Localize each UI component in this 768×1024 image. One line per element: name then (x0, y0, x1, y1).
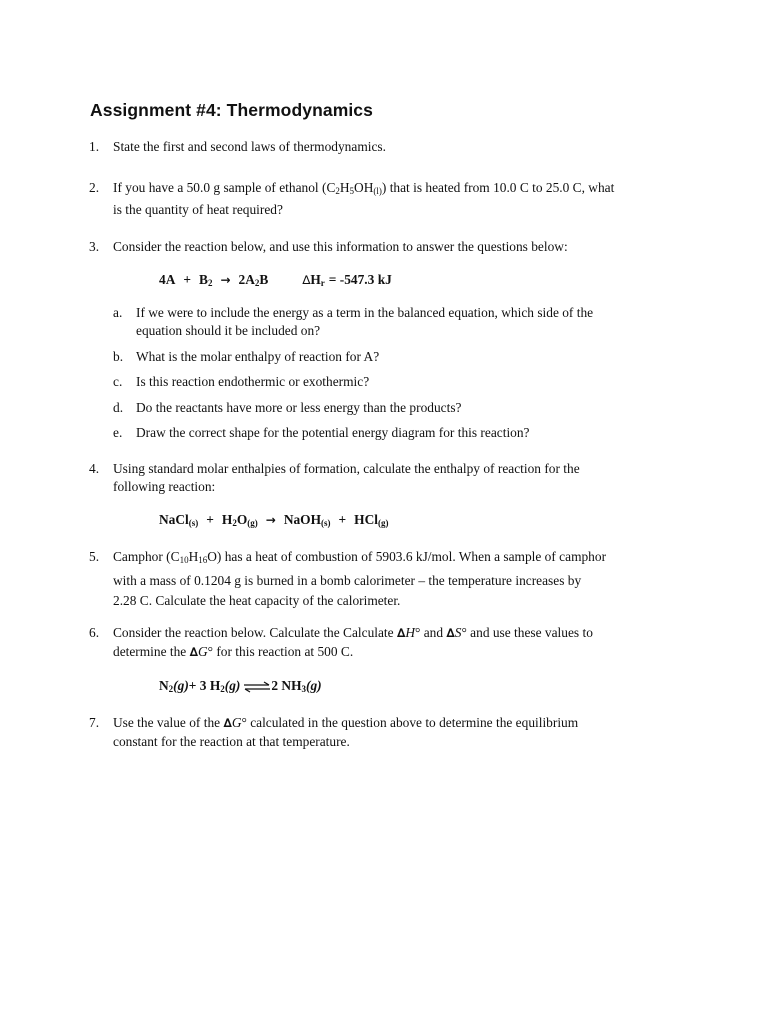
question-text-line (113, 547, 669, 571)
reaction-equation-1 (159, 272, 392, 288)
gibbs-symbol: G (197, 643, 208, 659)
reactant: O (236, 512, 248, 527)
question-number: 5. (89, 549, 100, 564)
text-run: calculated in the question above to determine the equilibrium (246, 715, 579, 730)
text-run: If you have a 50.0 g sample of ethanol (C (113, 180, 336, 195)
degree-symbol: ° (461, 625, 467, 640)
text-run: Consider the reaction below. Calculate the Calculate (113, 625, 397, 640)
subscript: 2 (335, 186, 340, 196)
subscript: 2 (254, 278, 260, 288)
question-number: 7. (89, 715, 100, 730)
part-text-line: Is this reaction endothermic or exothermic? (136, 374, 370, 389)
part-text-line: What is the molar enthalpy of reaction for A? (136, 349, 380, 364)
reaction-equation-2 (159, 512, 388, 528)
question-text-line: following reaction: (113, 478, 216, 494)
product: HCl (354, 512, 378, 527)
part-text-line: Draw the correct shape for the potential energy diagram for this reaction? (136, 425, 530, 440)
question-text-line: 2.28 C. Calculate the heat capacity of the calorimeter. (113, 593, 401, 608)
question-text-line (113, 714, 669, 733)
question-number: 3. (89, 239, 100, 254)
subscript: 5 (349, 186, 355, 196)
reactant: NaCl (159, 512, 189, 527)
degree-symbol: ° (415, 625, 421, 640)
question-number: 2. (89, 180, 100, 195)
subscript: 2 (207, 278, 213, 288)
question-text-line (113, 624, 669, 643)
entropy-symbol: S (454, 625, 462, 640)
question-text-line (113, 643, 669, 662)
part-letter: a. (113, 305, 123, 320)
text-run: H (339, 180, 350, 195)
degree-symbol: ° (241, 715, 247, 730)
question-text-line (113, 179, 669, 201)
part-letter: e. (113, 425, 123, 440)
subscript: 2 (168, 684, 174, 694)
reaction-equation-3 (159, 678, 322, 694)
subscript: 16 (198, 555, 208, 565)
product: B (259, 272, 269, 287)
assignment-title: Assignment #4: Thermodynamics (90, 100, 373, 120)
question-text-line: constant for the reaction at that temperature. (113, 733, 350, 749)
state-label: (g) (306, 678, 322, 693)
text-run: O) has a heat of combustion of 5903.6 kJ/mol. When a sample of camphor (207, 549, 607, 564)
reactant: H (221, 512, 233, 527)
plus-sign: + (206, 512, 214, 527)
state-label: (g) (173, 678, 189, 693)
delta-symbol: ∆ (446, 626, 455, 640)
part-letter: b. (113, 349, 124, 364)
subscript: (s) (321, 518, 331, 528)
subscript: (g) (247, 518, 258, 528)
part-text-line: equation should it be included on? (136, 322, 321, 338)
text-run: and (420, 625, 447, 640)
question-text-line: is the quantity of heat required? (113, 201, 283, 217)
question-text-line: with a mass of 0.1204 g is burned in a bomb calorimeter – the temperature increases by (113, 572, 582, 588)
state-label: (g) (224, 678, 241, 693)
right-arrow-icon: → (265, 513, 276, 527)
enthalpy-value: = -547.3 kJ (328, 272, 392, 287)
enthalpy-symbol: H (405, 625, 415, 640)
text-run: OH (354, 180, 374, 195)
delta-symbol: ∆ (189, 644, 198, 659)
product: NaOH (283, 512, 322, 527)
product: 2 NH (271, 678, 302, 693)
subscript: (g) (377, 518, 389, 528)
question-text: State the first and second laws of thermodynamics. (113, 139, 386, 154)
text-run: for this reaction at 500 C. (213, 643, 354, 659)
right-arrow-icon: → (220, 273, 231, 287)
subscript: 10 (179, 555, 189, 565)
text-run: H (188, 549, 199, 564)
text-run: Use the value of the (113, 715, 224, 730)
question-number: 6. (89, 625, 100, 640)
product: 2A (238, 272, 255, 287)
question-number: 1. (89, 139, 100, 154)
part-letter: c. (113, 374, 123, 389)
text-run: determine the (113, 643, 190, 659)
subscript: 3 (301, 684, 306, 694)
subscript: r (320, 278, 325, 288)
gibbs-symbol: G (231, 715, 242, 730)
reactant: N (159, 678, 169, 693)
text-run: Camphor (C (113, 549, 180, 564)
question-number: 4. (89, 461, 100, 476)
question-text-line: Using standard molar enthalpies of formation, calculate the enthalpy of reaction for the (113, 461, 580, 476)
part-text-line: If we were to include the energy as a term in the balanced equation, which side of the (136, 305, 594, 320)
text-run: and use these values to (466, 625, 593, 640)
reactant: + 3 H (188, 678, 221, 693)
equilibrium-arrow-icon (243, 681, 271, 693)
plus-sign: + (338, 512, 347, 527)
subscript: (l) (373, 186, 382, 196)
subscript: 2 (220, 684, 225, 694)
reactant: 4A (159, 272, 176, 287)
part-text-line: Do the reactants have more or less energy than the products? (136, 400, 462, 415)
plus-sign: + (183, 272, 192, 287)
subscript: 2 (232, 518, 237, 528)
part-letter: d. (113, 400, 124, 415)
question-text: Consider the reaction below, and use this information to answer the questions below: (113, 239, 568, 254)
delta-symbol: ∆ (396, 626, 406, 640)
subscript: (s) (188, 518, 199, 528)
enthalpy-symbol: H (310, 272, 321, 287)
text-run: ) that is heated from 10.0 C to 25.0 C, what (381, 180, 615, 195)
delta-symbol: ∆ (223, 716, 232, 730)
degree-symbol: ° (207, 643, 213, 659)
reactant: B (199, 272, 208, 287)
delta-symbol: ∆ (302, 273, 311, 287)
